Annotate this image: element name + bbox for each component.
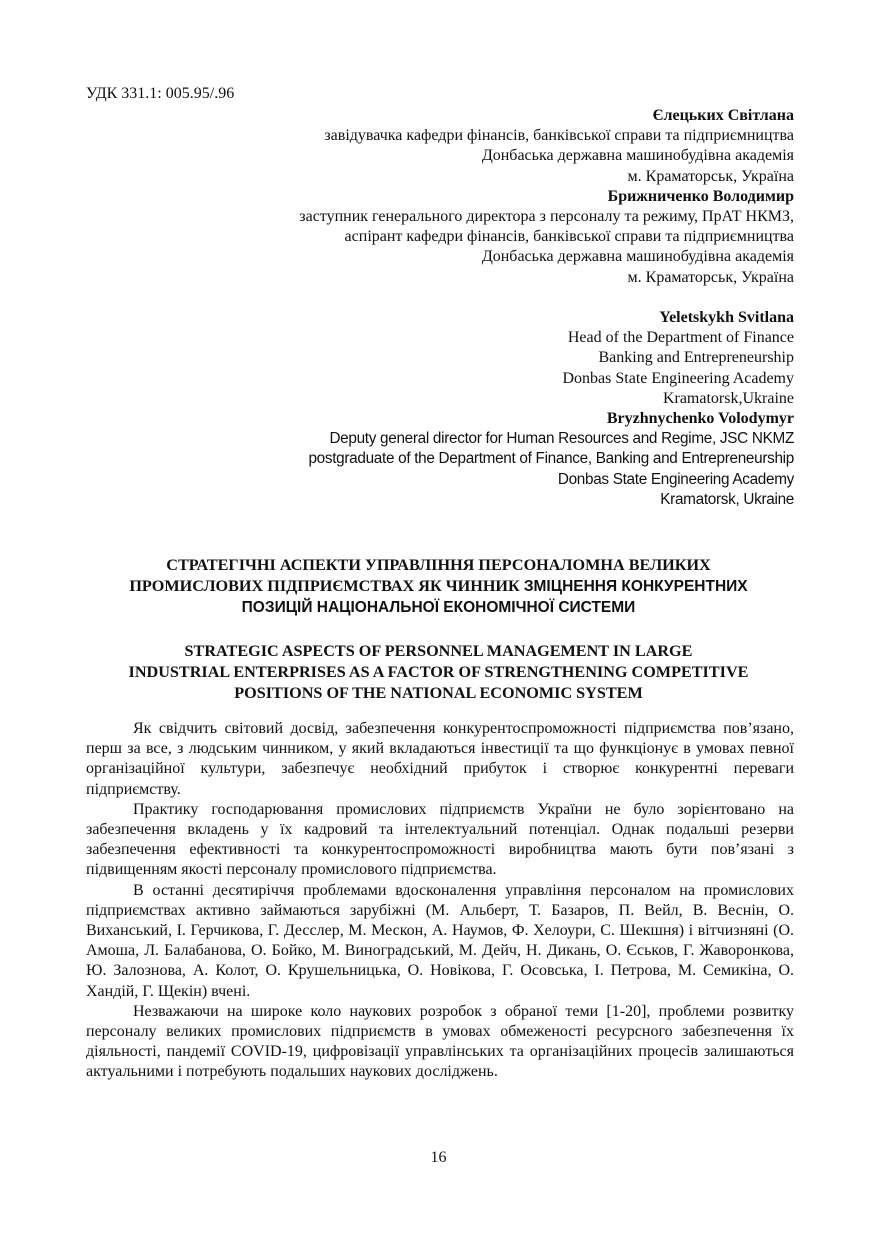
author2-name-en: Bryzhnychenko Volodymyr: [606, 410, 794, 428]
author2-name-ua: Брижниченко Володимир: [607, 187, 794, 205]
title-english: [70, 641, 807, 704]
authors-ukrainian: [299, 106, 794, 288]
author2-affiliation-en: postgraduate of the Department of Finance, Banking and Entrepreneurship: [308, 450, 794, 468]
author1-position-en: Head of the Department of Finance: [567, 329, 794, 347]
udk-code: УДК 331.1: 005.95/.96: [86, 85, 235, 102]
title-ua-line2-part1: ПРОМИСЛОВИХ ПІДПРИЄМСТВАХ ЯК ЧИННИК: [129, 577, 524, 595]
title-ukrainian: [70, 555, 807, 618]
paragraph-4: Незважаючи на широке коло наукових розробок з обраної теми [1-20], проблеми розвитку персоналу великих промислових підприємств в умовах обмеженості ресурсного забезпечення їх діяльності, пандемії COVID-19, цифровізації управлінських та організаційних процесів залишаються актуальними і потребують подальших наукових досліджень.: [86, 1002, 794, 1081]
authors-english: [308, 308, 794, 510]
author2-affiliation-ua: аспірант кафедри фінансів, банківської справи та підприємництва: [344, 228, 794, 246]
author1-city-en: Kramatorsk,Ukraine: [662, 389, 794, 407]
paragraph-2: Практику господарювання промислових підприємств України не було зорієнтовано на забезпечення вкладень у їх кадровий та інтелектуальний потенціал. Однак подальші резерви забезпечення ефективності та конкурентоспроможності виробництва мають бути пов’язані з підвищенням якості персоналу промислового підприємства.: [86, 800, 794, 879]
author2-institution-ua: Донбаська державна машинобудівна академія: [481, 248, 794, 266]
title-en-line3: POSITIONS OF THE NATIONAL ECONOMIC SYSTEM: [234, 684, 643, 702]
author1-name-en: Yeletskykh Svitlana: [659, 309, 794, 326]
page-number: 16: [430, 1149, 447, 1166]
author1-city-ua: м. Краматорськ, Україна: [627, 167, 794, 185]
title-en-line2: INDUSTRIAL ENTERPRISES AS A FACTOR OF STRENGTHENING COMPETITIVE: [128, 663, 749, 681]
paragraph-3: В останні десятиріччя проблемами вдосконалення управління персоналом на промислових підприємствах активно займаються зарубіжні (М. Альберт, Т. Базаров, П. Вейл, В. Веснін, О. Виханський, І. Герчикова, Г. Десслер, М. Мескон, А. Наумов, Ф. Хелоури, С. Шекшня) і вітчизняні (О. Амоша, Л. Балабанова, О. Бойко, М. Виноградський, М. Дейч, Н. Дикань, О. Єськов, Г. Жаворонкова, Ю. Залознова, А. Колот, О. Крушельницька, О. Новікова, Г. Осовська, І. Петрова, М. Семикіна, О. Хандій, Г. Щекін) вчені.: [86, 881, 794, 1000]
author2-institution-en: Donbas State Engineering Academy: [557, 470, 794, 488]
title-ua-line2: [70, 576, 807, 597]
author2-city-en: Kramatorsk, Ukraine: [660, 490, 794, 508]
author1-institution-ua: Донбаська державна машинобудівна академія: [481, 147, 794, 165]
author1-name-ua: Єлецьких Світлана: [652, 107, 794, 124]
title-en-line1: STRATEGIC ASPECTS OF PERSONNEL MANAGEMENT IN LARGE: [184, 642, 693, 660]
body-text: [86, 719, 794, 1083]
title-ua-line2-part2: ЗМІЦНЕННЯ КОНКУРЕНТНИХ: [523, 578, 748, 595]
title-ua-line3: ПОЗИЦІЙ НАЦІОНАЛЬНОЇ ЕКОНОМІЧНОЇ СИСТЕМИ: [241, 599, 636, 616]
author2-position-en: Deputy general director for Human Resources and Regime, JSC NKMZ: [329, 430, 794, 448]
title-ua-line1: СТРАТЕГІЧНІ АСПЕКТИ УПРАВЛІННЯ ПЕРСОНАЛОМНА ВЕЛИКИХ: [166, 556, 711, 574]
author1-position-ua: завідувачка кафедри фінансів, банківської справи та підприємництва: [324, 127, 794, 145]
paragraph-1: Як свідчить світовий досвід, забезпечення конкурентоспроможності підприємства пов’язано, перш за все, з людським чинником, у який вкладаються інвестиції та що функціонує в умовах певної організаційної культури, забезпечує необхідний прибуток і створює конкурентні переваги підприємству.: [86, 720, 794, 798]
author2-city-ua: м. Краматорськ, Україна: [627, 268, 794, 286]
author1-department-en: Banking and Entrepreneurship: [598, 349, 794, 367]
author2-position-ua: заступник генерального директора з персоналу та режиму, ПрАТ НКМЗ,: [299, 208, 794, 226]
author1-institution-en: Donbas State Engineering Academy: [562, 369, 794, 387]
